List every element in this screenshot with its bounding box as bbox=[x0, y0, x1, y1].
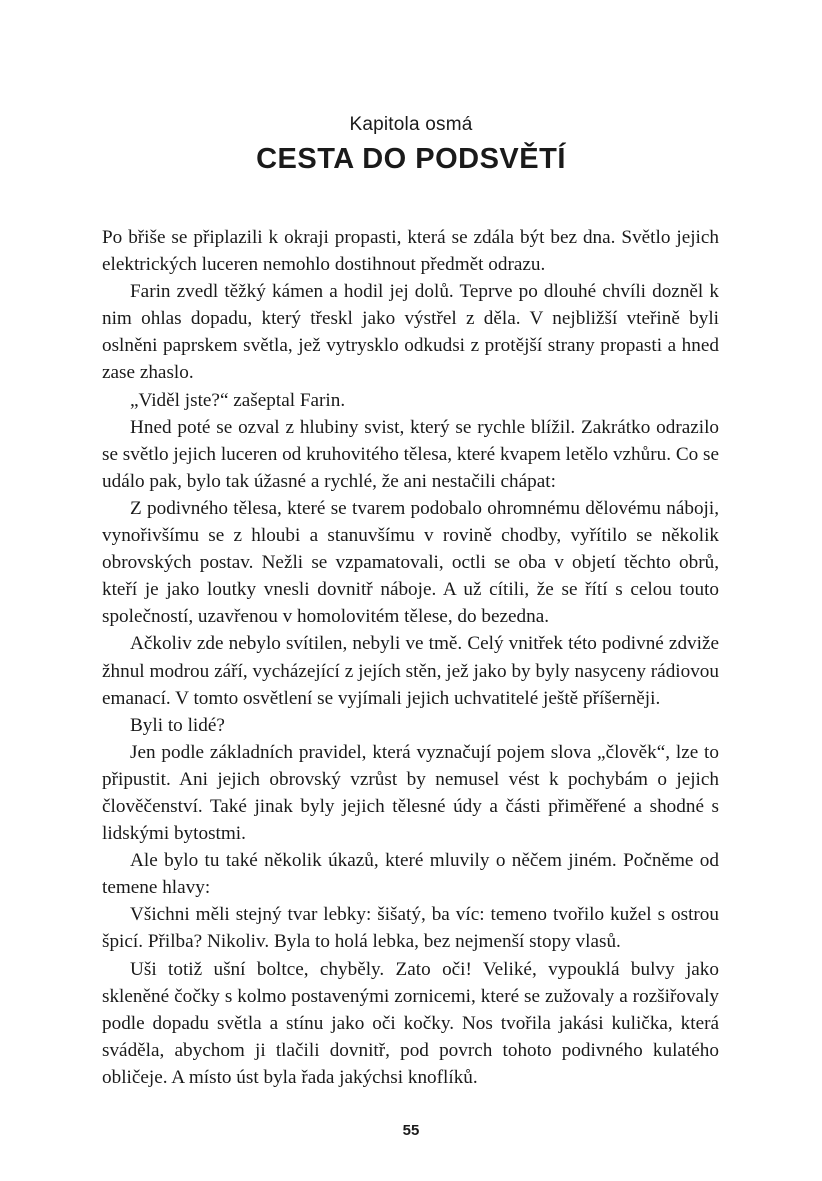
paragraph: Z podivného tělesa, které se tvarem podobalo ohromnému dělovému náboji, vynořivšímu se z hloubi a stanuvšímu v rovině chodby, vyřítilo se několik obrovských postav. Nežli se vzpamatovali, octli se oba v objetí těchto obrů, kteří je jako loutky vnesli dovnitř náboje. A už cítili, že se řítí s celou touto společností, uzavřenou v homolovitém tělese, do bezedna. bbox=[102, 497, 719, 628]
paragraph: Jen podle základních pravidel, která vyznačují pojem slova „člověk“, lze to připustit. Ani jejich obrovský vzrůst by nemusel vést k pochybám o jejich člověčenství. Také jinak byly jejich tělesné údy a části přiměřené a shodné s lidskými bytostmi. bbox=[102, 741, 719, 845]
paragraph: Uši totiž ušní boltce, chyběly. Zato oči! Veliké, vypouklá bulvy jako skleněné čočky s kolmo postavenými zornicemi, které se zužovaly a rozšiřovaly podle dopadu světla a stínu jako oči kočky. Nos tvořila jakási kulička, která sváděla, abychom ji tlačili dovnitř, pod povrch tohoto podivného kulatého obličeje. A místo úst byla řada jakýchsi knoflíků. bbox=[102, 958, 719, 1088]
paragraph: Farin zvedl těžký kámen a hodil jej dolů. Teprve po dlouhé chvíli dozněl k nim ohlas dopadu, který třeskl jako výstřel z děla. V nejbližší vteřině byli oslněni paprskem světla, jež vytrysklo odkudsi z protější strany propasti a hned zase zhaslo. bbox=[102, 281, 719, 384]
page-number: 55 bbox=[402, 1122, 420, 1139]
paragraph: Ačkoliv zde nebylo svítilen, nebyli ve tmě. Celý vnitřek této podivné zdviže žhnul modrou září, vycházející z jejích stěn, jež jako by byly nasyceny rádiovou emanací. V tomto osvětlení se vyjímali jejich uchvatitelé ještě příšerněji. bbox=[102, 633, 719, 709]
paragraph: „Viděl jste?“ zašeptal Farin. bbox=[130, 389, 346, 411]
paragraph: Hned poté se ozval z hlubiny svist, který se rychle blížil. Zakrátko odrazilo se světlo jejich luceren od kruhovitého tělesa, které kvapem letělo vzhůru. Co se událo pak, bylo tak úžasné a rychlé, že ani nestačili chápat: bbox=[102, 416, 719, 492]
chapter-label: Kapitola osmá bbox=[349, 114, 473, 135]
chapter-title: CESTA DO PODSVĚTÍ bbox=[256, 143, 566, 175]
chapter-body bbox=[102, 224, 719, 1091]
paragraph: Ale bylo tu také několik úkazů, které mluvily o něčem jiném. Počněme od temene hlavy: bbox=[102, 850, 719, 899]
paragraph: Byli to lidé? bbox=[130, 714, 225, 736]
paragraph: Všichni měli stejný tvar lebky: šišatý, ba víc: temeno tvořilo kužel s ostrou špicí. Přilba? Nikoliv. Byla to holá lebka, bez nejmenší stopy vlasů. bbox=[102, 904, 719, 953]
paragraph: Po břiše se připlazili k okraji propasti, která se zdála být bez dna. Světlo jejich elektrických luceren nemohlo dostihnout předmět odrazu. bbox=[102, 227, 719, 276]
